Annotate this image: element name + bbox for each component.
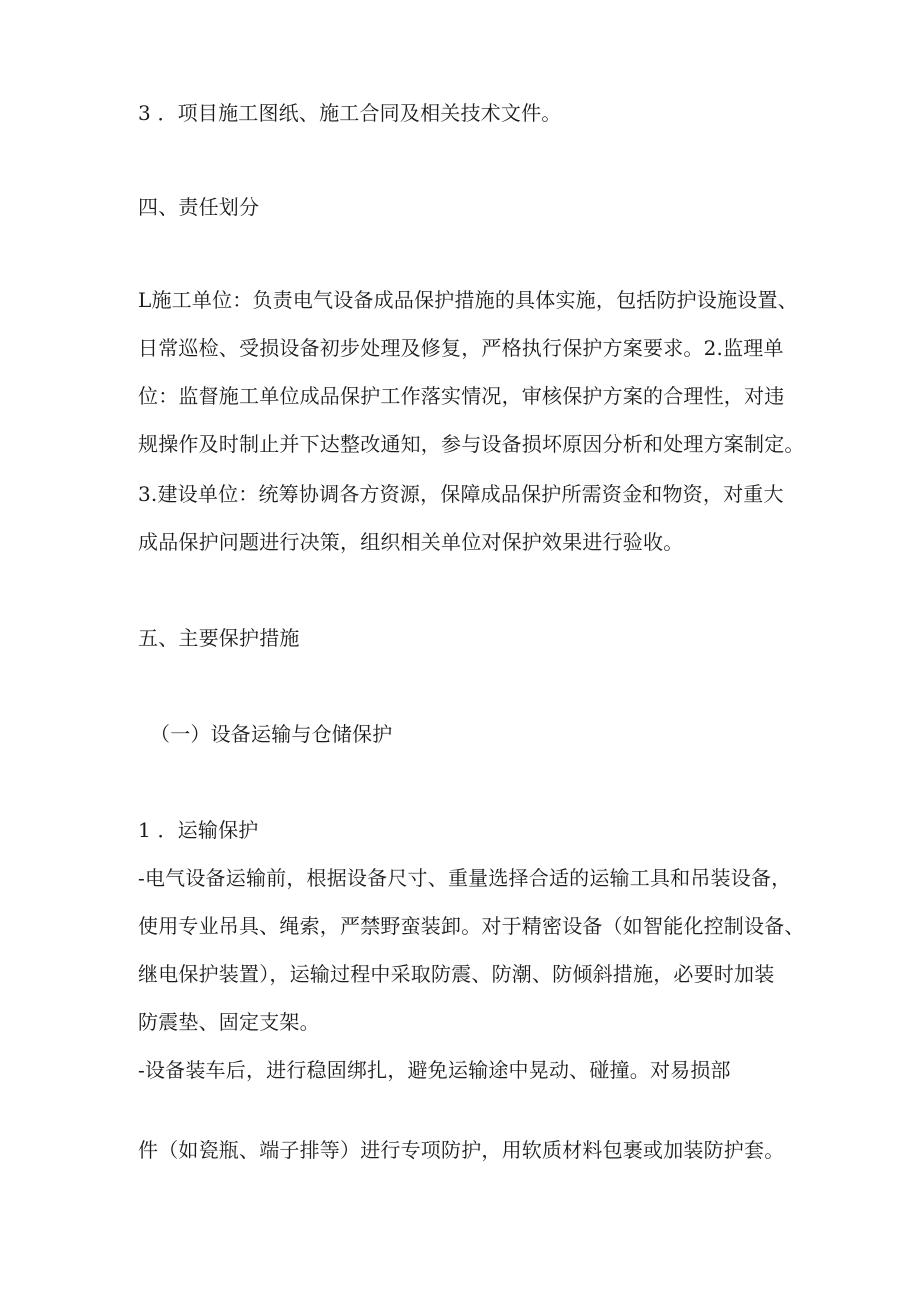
- section-heading-responsibilities: 四、责任划分: [138, 195, 260, 219]
- paragraph-line: 日常巡检、受损设备初步处理及修复，严格执行保护方案要求。2.监理单: [138, 336, 784, 360]
- paragraph-line: 3.建设单位：统筹协调各方资源，保障成品保护所需资金和物资，对重大: [138, 482, 784, 506]
- paragraph-line: 件（如瓷瓶、端子排等）进行专项防护，用软质材料包裹或加装防护套。: [138, 1138, 785, 1162]
- paragraph-line: 防震垫、固定支架。: [138, 1010, 320, 1034]
- paragraph-line: -电气设备运输前，根据设备尺寸、重量选择合适的运输工具和吊装设备，: [138, 866, 792, 890]
- paragraph-line: L施工单位：负责电气设备成品保护措施的具体实施，包括防护设施设置、: [138, 288, 798, 312]
- list-item-3-reference-documents: 3 ．项目施工图纸、施工合同及相关技术文件。: [138, 101, 562, 125]
- paragraph-line: 成品保护问题进行决策，组织相关单位对保护效果进行验收。: [138, 530, 684, 554]
- section-heading-protection-measures: 五、主要保护措施: [138, 626, 300, 650]
- subsection-heading-transport-storage: （一）设备运输与仓储保护: [150, 722, 393, 746]
- item-heading-transport-protection: 1 ．运输保护: [138, 818, 259, 842]
- paragraph-line: 使用专业吊具、绳索，严禁野蛮装卸。对于精密设备（如智能化控制设备、: [138, 914, 805, 938]
- paragraph-line: 位：监督施工单位成品保护工作落实情况，审核保护方案的合理性，对违: [138, 384, 785, 408]
- paragraph-line: -设备装车后，进行稳固绑扎，避免运输途中晃动、碰撞。对易损部: [138, 1058, 731, 1082]
- paragraph-line: 规操作及时制止并下达整改通知，参与设备损坏原因分析和处理方案制定。: [138, 432, 805, 456]
- paragraph-line: 继电保护装置），运输过程中采取防震、防潮、防倾斜措施，必要时加装: [138, 962, 775, 986]
